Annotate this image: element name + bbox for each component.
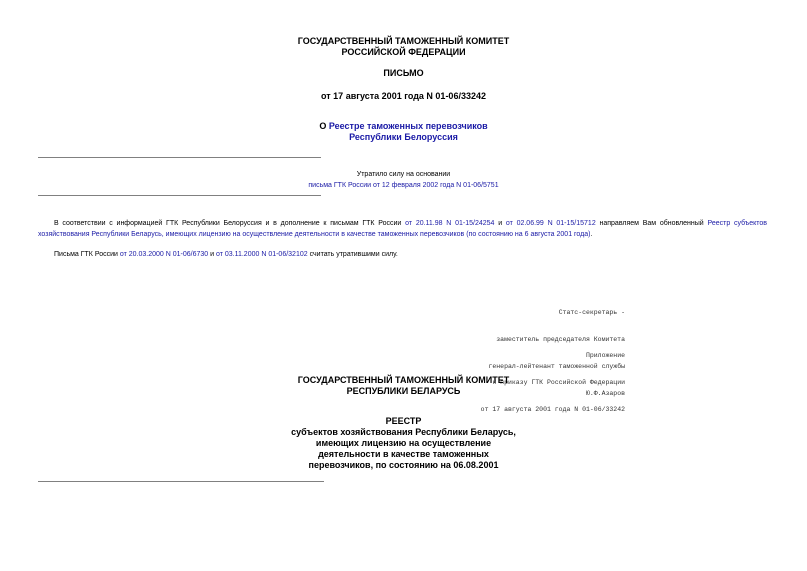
status-link[interactable]: письма ГТК России от 12 февраля 2002 года N 01-06/5751 xyxy=(308,182,499,189)
section2-header xyxy=(0,375,807,397)
signature-line2: заместитель председателя Комитета xyxy=(496,336,625,343)
registry-subtitle-line4: перевозчиков, по состоянию на 06.08.2001 xyxy=(308,460,499,470)
signature-name: Ю.Ф.Азаров xyxy=(585,390,625,397)
divider-1 xyxy=(38,157,321,158)
body-paragraph-1: В соответствии с информацией ГТК Республики Белоруссия и в дополнение к письмам ГТК России от 20.11.98 N 01-15/24254 и от 02.06.99 N 01-15/15712 направляем Вам обновленный Реестр субъектов хозяйствования Республики Беларусь, имеющих лицензию на осуществление деятельности в качестве таможенных перевозчиков (по состоянию на 6 августа 2001 года). xyxy=(38,220,767,238)
subject-link-line2[interactable]: Республики Белоруссия xyxy=(349,132,458,142)
link-letter-2000-11[interactable]: от 03.11.2000 N 01-06/32102 xyxy=(215,251,308,258)
registry-title-block xyxy=(0,416,807,471)
document-header xyxy=(0,36,807,58)
divider-2 xyxy=(38,195,321,196)
appendix-line1: Приложение xyxy=(585,352,625,359)
section2-org-line2: РЕСПУБЛИКИ БЕЛАРУСЬ xyxy=(346,386,461,396)
registry-subtitle-line3: деятельности в качестве таможенных xyxy=(318,449,489,459)
registry-subtitle-line1: субъектов хозяйствования Республики Беларусь, xyxy=(291,427,516,437)
subject-link-line1[interactable]: Реестре таможенных перевозчиков xyxy=(328,121,488,131)
status-line1: Утратило силу на основании xyxy=(356,171,451,178)
doc-date-number: от 17 августа 2001 года N 01-06/33242 xyxy=(321,91,486,101)
status-note xyxy=(0,169,807,191)
section2-org-line1: ГОСУДАРСТВЕННЫЙ ТАМОЖЕННЫЙ КОМИТЕТ xyxy=(297,375,510,385)
appendix-line2: к приказу ГТК Российской Федерации xyxy=(492,379,625,386)
link-letter-1998[interactable]: от 20.11.98 N 01-15/24254 xyxy=(405,220,495,227)
link-letter-1999[interactable]: от 02.06.99 N 01-15/15712 xyxy=(505,220,596,227)
registry-title: РЕЕСТР xyxy=(385,416,422,426)
body-paragraph-2: Письма ГТК России от 20.03.2000 N 01-06/6730 и от 03.11.2000 N 01-06/32102 считать утратившими силу. xyxy=(54,251,398,258)
link-registry[interactable]: Реестр субъектов хозяйствования Республики Беларусь, имеющих лицензию на осуществление деятельности в качестве таможенных перевозчиков (по состоянию на 6 августа 2001 года) xyxy=(38,220,767,238)
org-name-line2: РОССИЙСКОЙ ФЕДЕРАЦИИ xyxy=(341,47,466,57)
registry-subtitle-line2: имеющих лицензию на осуществление xyxy=(315,438,492,448)
link-letter-2000-03[interactable]: от 20.03.2000 N 01-06/6730 xyxy=(119,251,209,258)
appendix-line3: от 17 августа 2001 года N 01-06/33242 xyxy=(480,406,625,413)
doc-type: ПИСЬМО xyxy=(383,68,424,78)
divider-3 xyxy=(38,481,324,482)
signature-line3: генерал-лейтенант таможенной службы xyxy=(488,363,625,370)
org-name-line1: ГОСУДАРСТВЕННЫЙ ТАМОЖЕННЫЙ КОМИТЕТ xyxy=(297,36,510,46)
subject-prefix: О xyxy=(319,121,329,131)
signature-line1: Статс-секретарь - xyxy=(558,309,625,316)
doc-subject xyxy=(0,121,807,143)
